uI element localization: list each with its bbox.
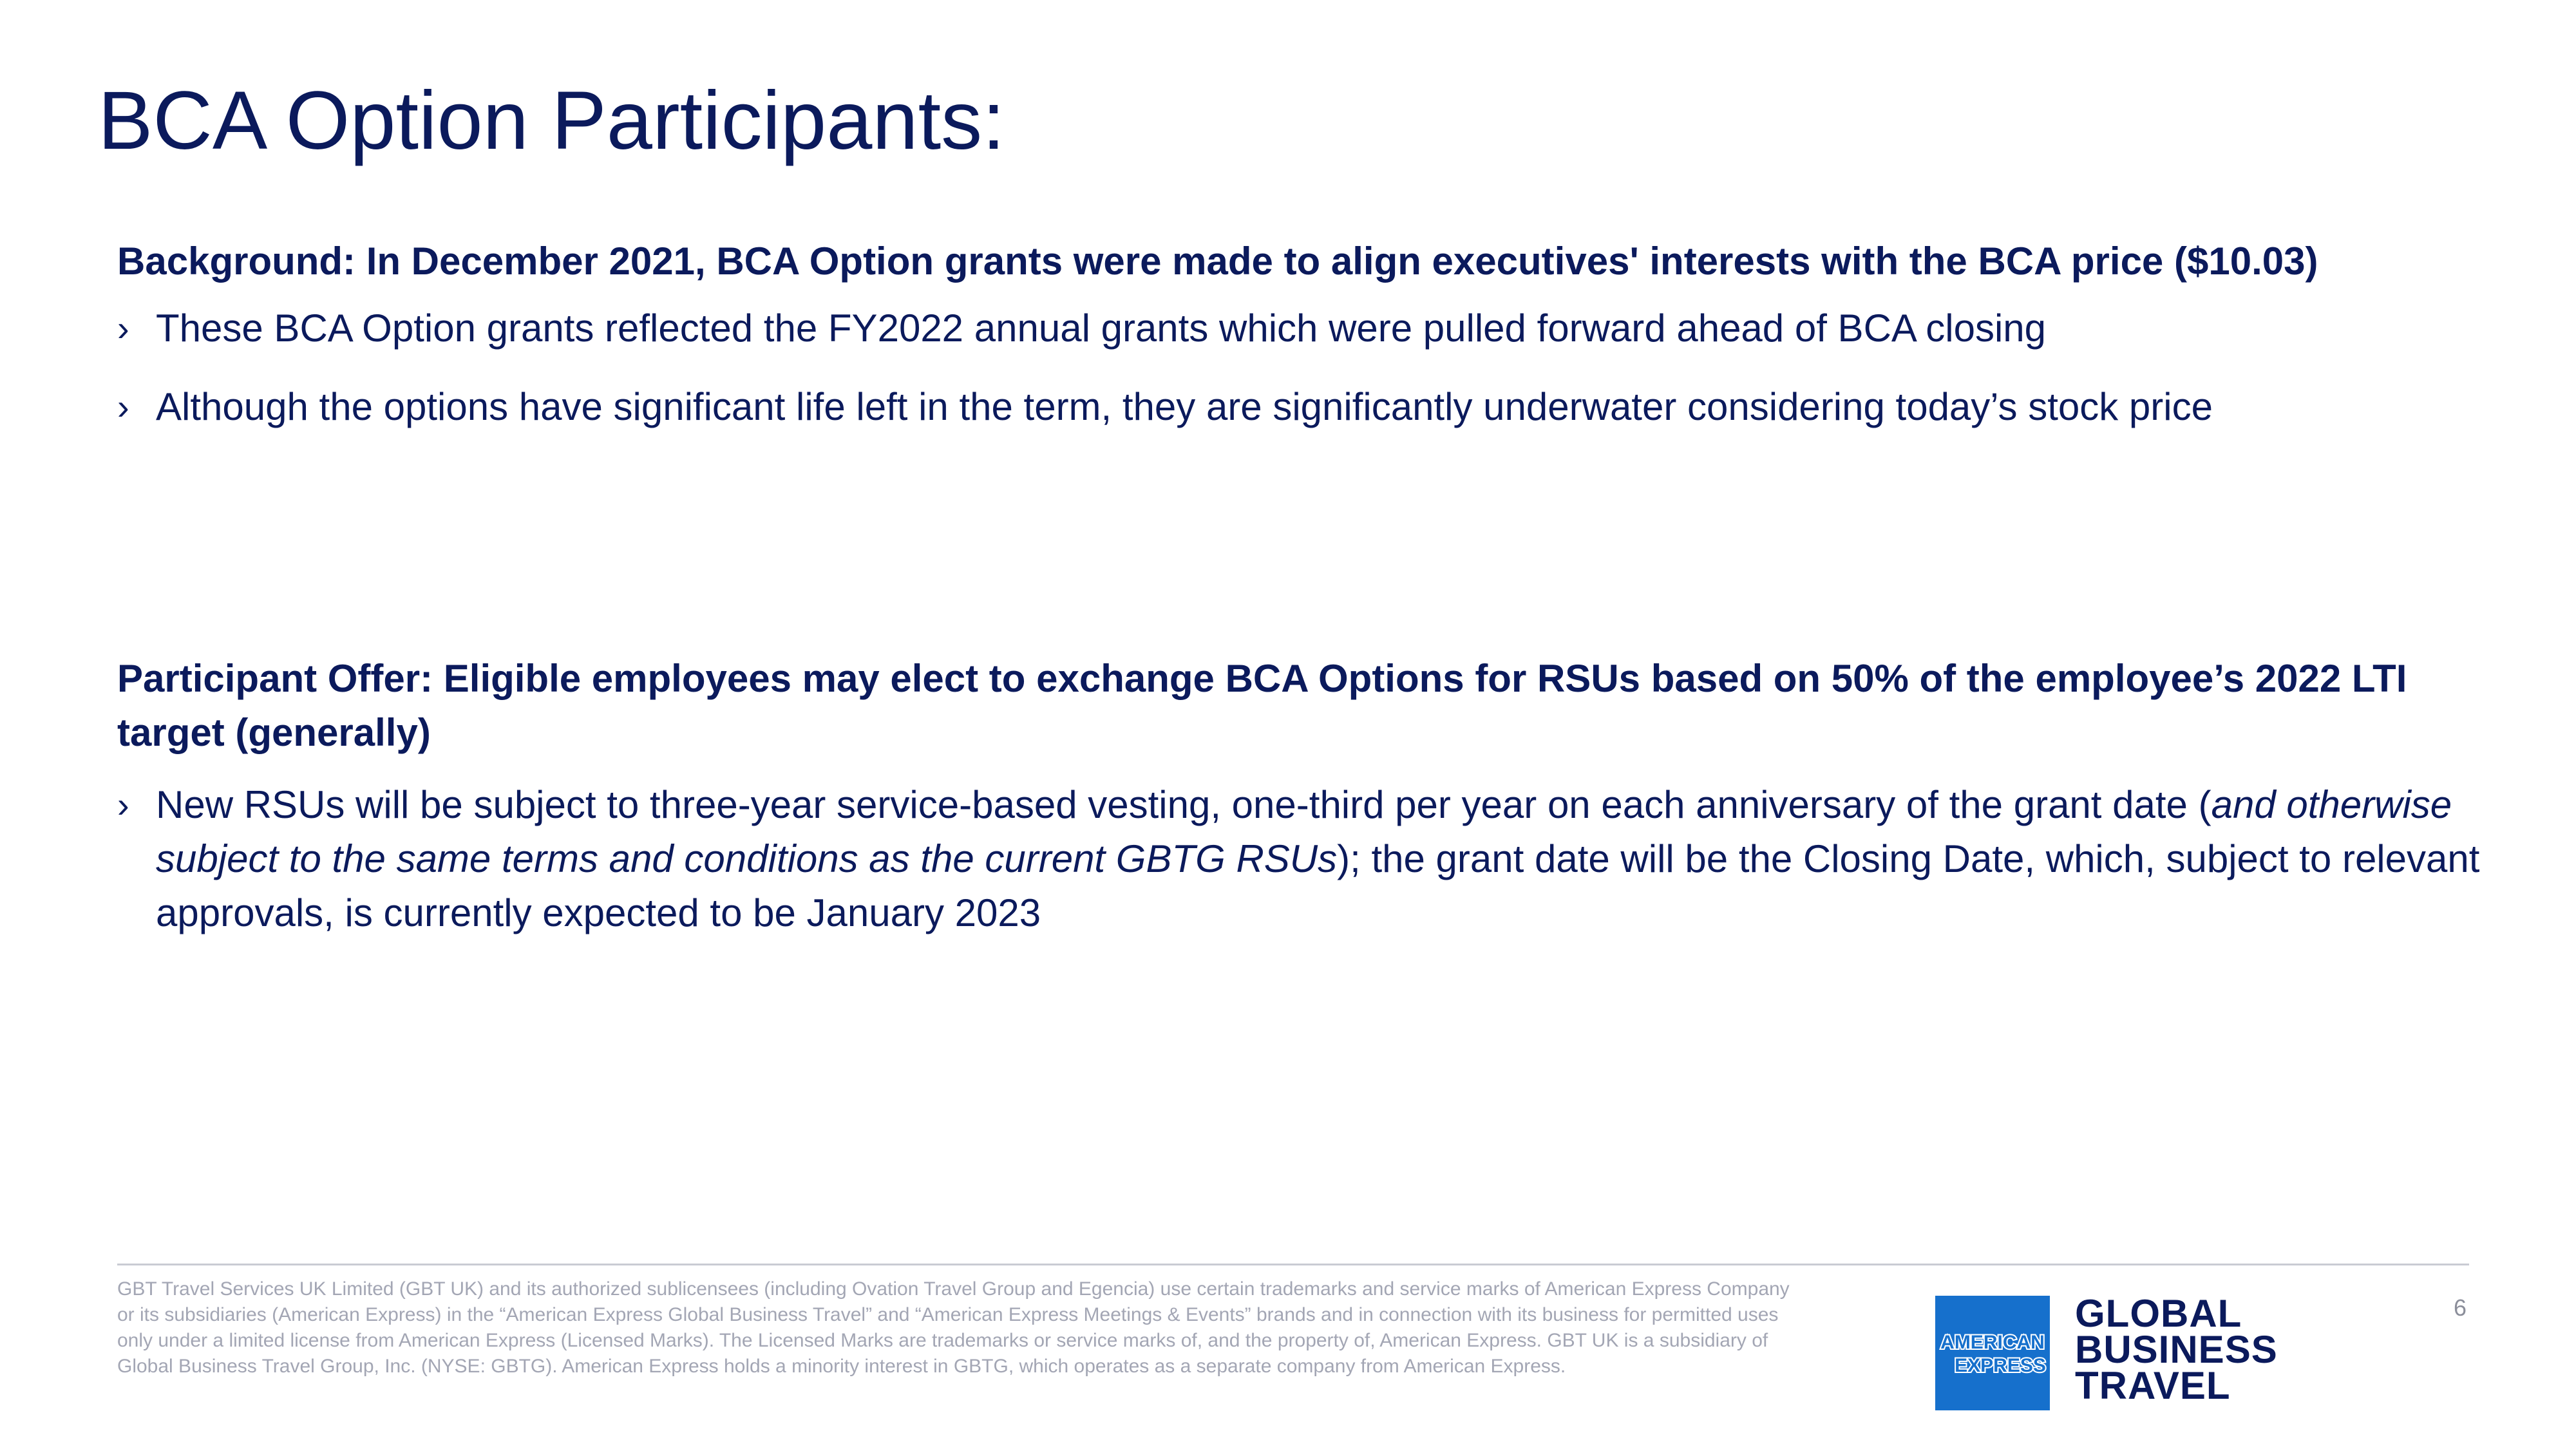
background-bullet xyxy=(117,301,2487,355)
american-express-logo-icon xyxy=(1935,1296,2050,1410)
global-business-travel-wordmark xyxy=(2075,1292,2278,1407)
background-bullet-text: These BCA Option grants reflected the FY2022 annual grants which were pulled forward ahead of BCA closing xyxy=(156,307,2047,350)
offer-heading: Participant Offer: Eligible employees may elect to exchange BCA Options for RSUs based on 50% of the employee’s 2022 LTI target (generally) xyxy=(117,657,2407,754)
background-bullet xyxy=(117,380,2487,434)
bullet-marker: › xyxy=(117,386,129,427)
slide-title: BCA Option Participants: xyxy=(98,75,1005,167)
offer-bullet-text-before: New RSUs will be subject to three-year service-based vesting, one-third per year on each anniversary of the grant date ( xyxy=(156,783,2211,826)
wordmark-line: BUSINESS xyxy=(2075,1328,2278,1371)
footer-divider xyxy=(117,1264,2469,1265)
participant-offer-section xyxy=(117,652,2487,940)
wordmark-line: TRAVEL xyxy=(2075,1364,2231,1407)
offer-bullet xyxy=(117,778,2487,940)
footer-disclaimer: GBT Travel Services UK Limited (GBT UK) and its authorized sublicensees (including Ovation Travel Group and Egencia) use certain trademarks and service marks of American Express Company or its subsidiaries (American Express) in the “American Express Global Business Travel” and “American Express Meetings & Events” brands and in connection with its business for permitted uses only under a limited license from American Express (Licensed Marks). The Licensed Marks are trademarks or service marks of, and the property of, American Express. GBT UK is a subsidiary of Global Business Travel Group, Inc. (NYSE: GBTG). American Express holds a minority interest in GBTG, which operates as a separate company from American Express. xyxy=(117,1278,1790,1377)
background-bullet-text: Although the options have significant life left in the term, they are significantly underwater considering today’s stock price xyxy=(156,385,2213,428)
bullet-marker: › xyxy=(117,308,129,348)
background-section xyxy=(117,234,2487,434)
offer-bullet-text-after: ); the grant date will be the Closing Date, which, subject to relevant approvals, is currently expected to be January 2023 xyxy=(156,837,2480,934)
background-heading: Background: In December 2021, BCA Option grants were made to align executives' interests with the BCA price ($10.03) xyxy=(117,240,2318,283)
wordmark-line: GLOBAL xyxy=(2075,1292,2242,1335)
logo-mark-line1: AMERICAN xyxy=(1940,1332,2045,1353)
background-bullet-list xyxy=(117,301,2487,434)
offer-bullet-text-italic: and otherwise subject to the same terms and conditions as the current GBTG RSUs xyxy=(156,783,2452,880)
american-express-logo xyxy=(1935,1296,2050,1410)
page-number: 6 xyxy=(2454,1294,2467,1321)
offer-bullet-list xyxy=(117,778,2487,940)
logo-mark-line2: EXPRESS xyxy=(1955,1355,2046,1376)
bullet-marker: › xyxy=(117,784,129,825)
